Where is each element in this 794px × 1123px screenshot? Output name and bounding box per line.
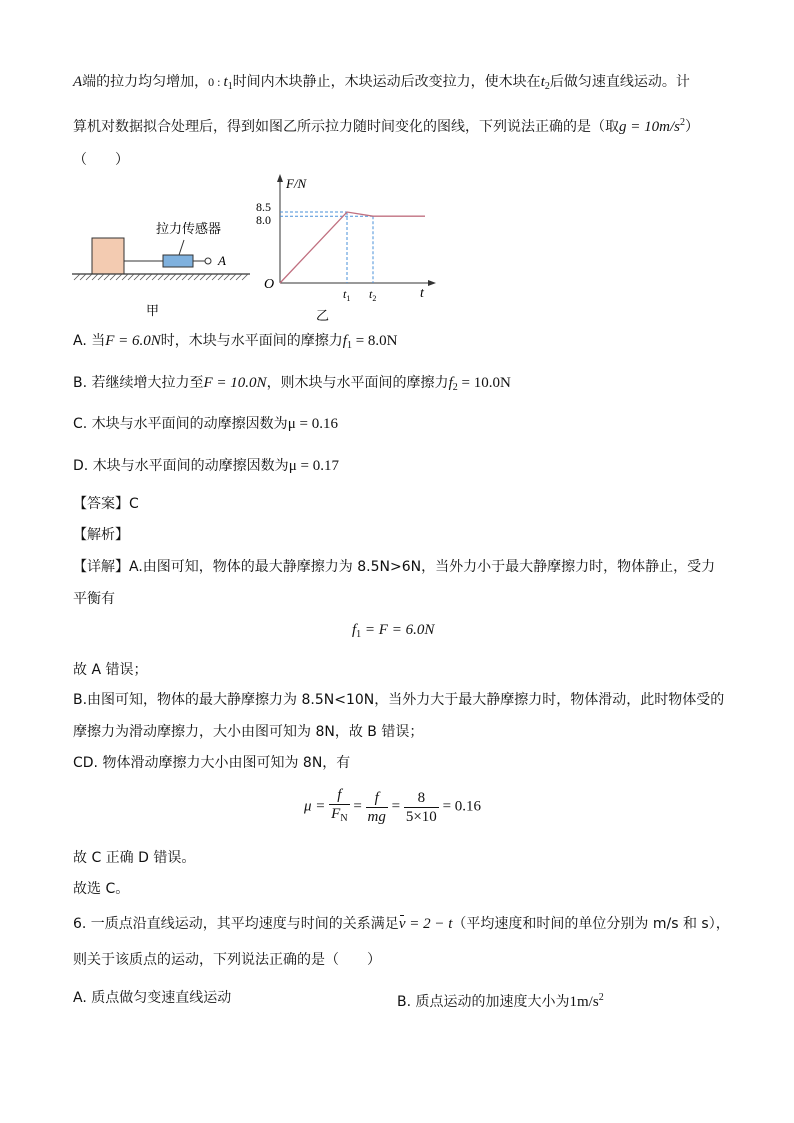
option-B <box>73 373 511 398</box>
sub: 1 <box>356 629 362 640</box>
point-A-label: A <box>218 253 226 268</box>
num: 8 <box>404 789 439 808</box>
conclusion-2: 故选 C。 <box>73 881 130 897</box>
math: F = 6.0N <box>105 333 161 349</box>
cd-line-1: CD. 物体滑动摩擦力大小由图可知为 8N，有 <box>73 755 351 771</box>
text: 当 <box>91 333 106 349</box>
detail-line-2: 平衡有 <box>73 591 115 607</box>
math: F = 10.0N <box>203 375 267 391</box>
den: mg <box>367 808 386 825</box>
sensor-label: 拉力传感器 <box>156 222 222 237</box>
text: （平均速度和时间的单位分别为 m/s 和 s）， <box>452 916 730 932</box>
point-A <box>205 258 211 264</box>
ground-hatch <box>74 274 248 280</box>
eq1-f: f <box>352 622 357 638</box>
math: μ = 0.17 <box>288 458 339 474</box>
label: D. <box>73 458 89 474</box>
math: 1m/s <box>569 994 599 1010</box>
frac-8-50 <box>404 789 439 826</box>
answer-line: 【答案】C <box>73 496 139 512</box>
sub: 1 <box>346 340 352 351</box>
equation-2 <box>304 786 481 828</box>
range-text: 0 : <box>208 75 224 89</box>
origin-label: O <box>264 277 275 292</box>
text: 木块与水平面间的动摩擦因数为 <box>91 416 288 432</box>
label: A. <box>73 333 87 349</box>
num: f <box>366 789 388 808</box>
sub: 2 <box>544 81 550 92</box>
text: 时间内木块静止，木块运动后改变拉力，使木块在 <box>232 74 541 90</box>
g-value: g = 10m/s <box>619 119 680 135</box>
eq2-result: = 0.16 <box>442 798 482 815</box>
q5-intro-line-1 <box>73 72 690 97</box>
math: f <box>342 333 347 349</box>
q5-intro-line-2 <box>73 113 699 137</box>
text: 端的拉力均匀增加， <box>82 74 209 90</box>
y-tick-8.0: 8.0 <box>256 213 271 228</box>
x-axis-arrow <box>428 280 436 286</box>
den: 5×10 <box>405 808 437 825</box>
eq2-mu: μ = <box>304 798 326 815</box>
text: 算机对数据拟合处理后，得到如图乙所示拉力随时间变化的图线，下列说法正确的是（取 <box>73 119 619 135</box>
math: = 8.0N <box>351 333 398 349</box>
math: f <box>448 375 453 391</box>
eq1-rest: = F = 6.0N <box>361 622 435 638</box>
sup: 2 <box>679 117 685 128</box>
option-D <box>73 456 339 476</box>
math: = 10.0N <box>457 375 511 391</box>
equals: = <box>391 798 401 815</box>
equals: = <box>353 798 362 815</box>
detail-line-1: 【详解】A.由图可知，物体的最大静摩擦力为 8.5N>6N，当外力小于最大静摩擦力时，物体静止，受力 <box>73 559 716 575</box>
x-axis-label: t <box>420 286 424 301</box>
y-tick-8.5: 8.5 <box>256 200 271 215</box>
equation-1 <box>352 622 434 640</box>
var-t1: t <box>223 74 228 90</box>
frac-f-FN <box>329 786 349 828</box>
math: μ = 0.16 <box>287 416 338 432</box>
q6-option-A <box>73 988 231 1008</box>
math: = 2 − t <box>405 916 453 932</box>
force-curve <box>280 212 425 283</box>
force-sensor <box>163 255 193 267</box>
text: 质点做匀变速直线运动 <box>91 990 232 1006</box>
label: C. <box>73 416 88 432</box>
sup: 2 <box>598 992 604 1003</box>
sub: N <box>340 813 348 824</box>
sub: 1 <box>227 81 233 92</box>
label: B. <box>397 994 412 1010</box>
text: ） <box>684 119 699 135</box>
y-axis-label: F/N <box>286 176 307 191</box>
text: 若继续增大拉力至 <box>91 375 204 391</box>
x-tick-t2: $t_2$ <box>369 287 377 303</box>
label: B. <box>73 375 88 391</box>
den: F <box>331 806 341 822</box>
analysis-heading: 【解析】 <box>73 527 129 543</box>
label-pointer <box>179 240 184 255</box>
var-A: A <box>73 74 83 90</box>
text: 6. 一质点沿直线运动，其平均速度与时间的关系满足 <box>73 916 399 932</box>
num: f <box>329 786 349 805</box>
text: ，则木块与水平面间的摩擦力 <box>266 375 449 391</box>
q6-option-B <box>397 988 604 1012</box>
force-time-chart <box>250 170 450 322</box>
wooden-block <box>92 238 124 274</box>
q6-line-1 <box>73 914 730 934</box>
frac-f-mg <box>366 789 388 826</box>
text: 时，木块与水平面间的摩擦力 <box>160 333 343 349</box>
y-axis-arrow <box>277 174 283 182</box>
text: 后做匀速直线运动。计 <box>549 74 690 90</box>
v-bar: v <box>398 916 406 932</box>
conclusion-1: 故 C 正确 D 错误。 <box>73 850 196 866</box>
x-tick-t1: $t_1$ <box>343 287 351 303</box>
option-C <box>73 414 338 434</box>
var-t2: t <box>540 74 545 90</box>
q5-paren: （ ） <box>73 152 129 168</box>
sub: 2 <box>452 382 458 393</box>
q6-line-2: 则关于该质点的运动，下列说法正确的是（ ） <box>73 952 381 968</box>
b-line-1: B.由图可知，物体的最大静摩擦力为 8.5N<10N，当外力大于最大静摩擦力时，物体滑动，此时物体受的 <box>73 692 725 708</box>
caption-yi: 乙 <box>316 309 330 322</box>
text: 木块与水平面间的动摩擦因数为 <box>92 458 289 474</box>
caption-jia: 甲 <box>146 304 160 319</box>
label: A. <box>73 990 87 1006</box>
b-line-2: 摩擦力为滑动摩擦力，大小由图可知为 8N，故 B 错误； <box>73 724 424 740</box>
option-A <box>73 331 398 356</box>
a-wrong: 故 A 错误； <box>73 662 148 678</box>
text: 质点运动的加速度大小为 <box>415 994 570 1010</box>
figure-left <box>66 210 256 320</box>
